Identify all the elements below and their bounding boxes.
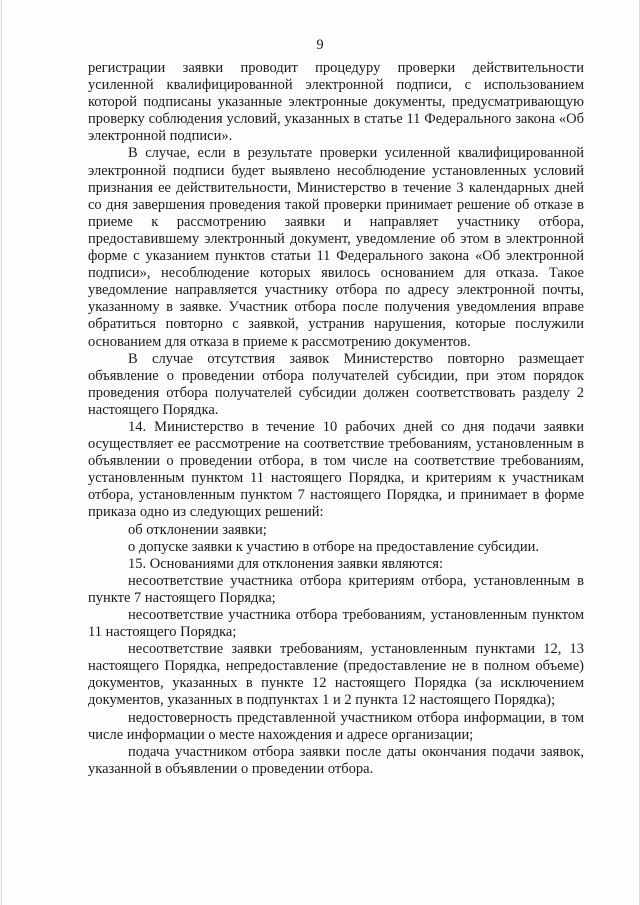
paragraph-signature-invalid: В случае, если в результате проверки усиленной квалифицированной электронной подписи будет выявлено несоблюдение установленных условий признания ее действительности, Министерство в течение 3 календарных дней со дня завершения проведения такой проверки принимает решение об отказе в приеме к рассмотрению заявки и направляет участнику отбора, предоставившему электронный документ, уведомление об этом в электронной форме с указанием пунктов статьи 11 Федерального закона «Об электронной подписи», несоблюдение которых явилось основанием для отказа. Такое уведомление направляется участнику отбора по адресу электронной почты, указанному в заявке. Участник отбора после получения уведомления вправе обратиться повторно с заявкой, устранив нарушения, которые послужили основанием для отказа в приеме к рассмотрению документов. [88,145,584,350]
paragraph-signature-check: регистрации заявки проводит процедуру проверки действительности усиленной квалифицированной электронной подписи, с использованием которой подписаны указанные электронные документы, предусматривающую проверку соблюдения условий, указанных в статье 11 Федерального закона «Об электронной подписи». [88,60,584,145]
list-item-admit: о допуске заявки к участию в отборе на предоставление субсидии. [128,538,539,555]
list-item-requirements-mismatch: несоответствие участника отбора требованиям, установленным пунктом 11 настоящего Порядка; [88,607,584,641]
page-edge-left [1,0,2,905]
list-item-unreliable-info: недостоверность представленной участником отбора информации, в том числе информации о месте нахождения и адресе организации; [88,709,584,743]
paragraph-item-15: 15. Основаниями для отклонения заявки являются: [128,555,443,572]
paragraph-item-14: 14. Министерство в течение 10 рабочих дней со дня подачи заявки осуществляет ее рассмотрение на соответствие требованиям, установленным в объявлении о проведении отбора, в том числе на соответствие требованиям, установленным пунктом 11 настоящего Порядка, и критериям к участникам отбора, установленным пунктом 7 настоящего Порядка, и принимает в форме приказа одно из следующих решений: [88,418,584,521]
paragraph-no-applications: В случае отсутствия заявок Министерство повторно размещает объявление о проведении отбора получателей субсидии, при этом порядок проведения отбора получателей субсидии должен соответствовать разделу 2 настоящего Порядка. [88,350,584,418]
list-item-late-submission: подача участником отбора заявки после даты окончания подачи заявок, указанной в объявлении о проведении отбора. [88,743,584,777]
list-item-criteria-mismatch: несоответствие участника отбора критериям отбора, установленным в пункте 7 настоящего Порядка; [88,572,584,606]
list-item-application-mismatch: несоответствие заявки требованиям, установленным пунктами 12, 13 настоящего Порядка, непредоставление (предоставление не в полном объеме) документов, указанных в пункте 12 настоящего Порядка (за исключением документов, указанных в подпунктах 1 и 2 пункта 12 настоящего Порядка); [88,641,584,709]
page-number: 9 [316,37,324,53]
list-item-reject: об отклонении заявки; [128,521,267,538]
document-body [88,60,584,778]
